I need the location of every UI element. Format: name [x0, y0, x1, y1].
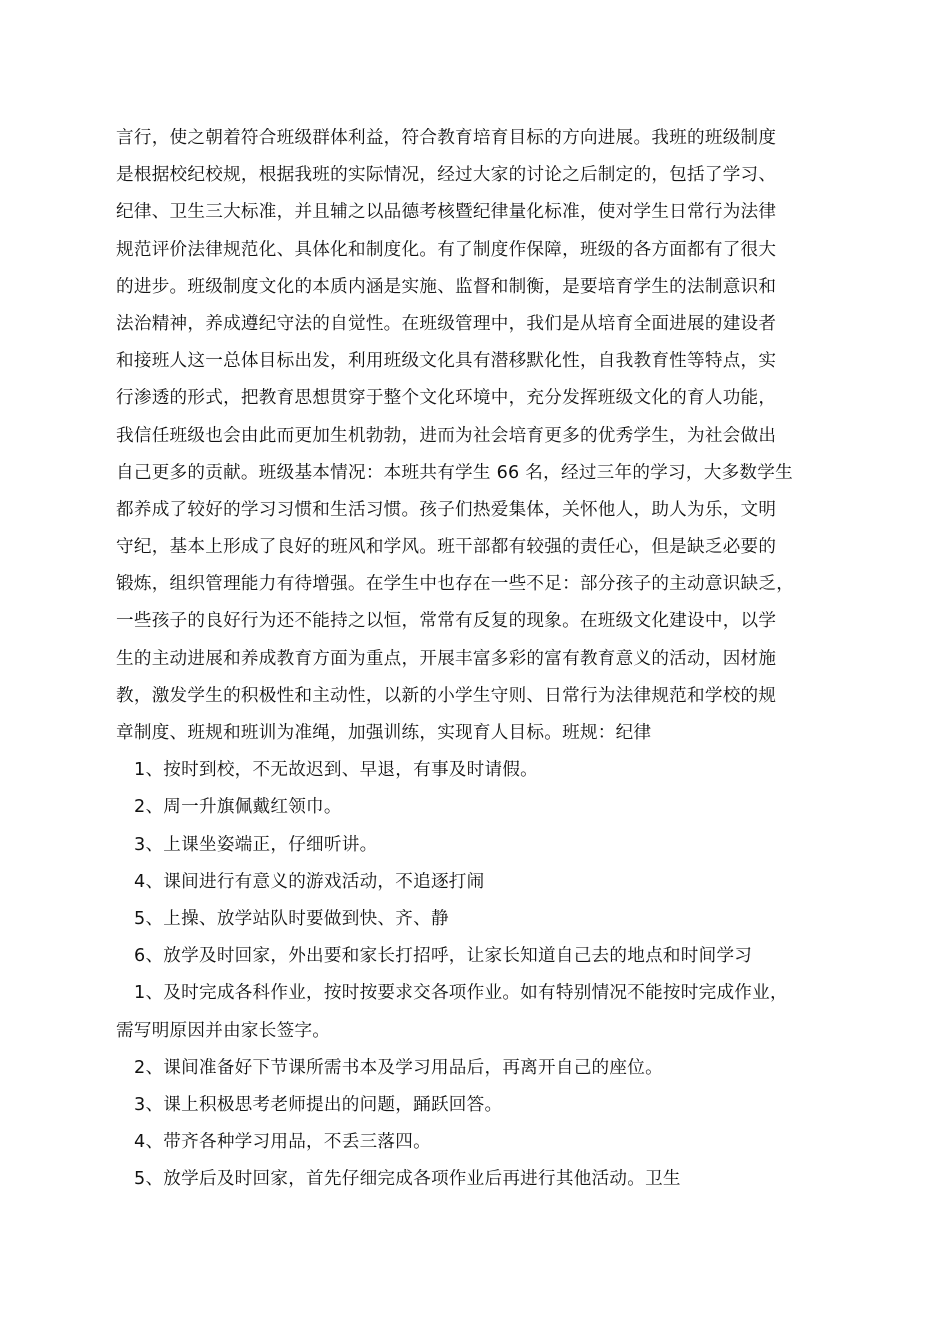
text-line: 纪律、卫生三大标准，并且辅之以品德考核暨纪律量化标准，使对学生日常行为法律 — [116, 202, 777, 223]
text-line: 1、按时到校，不无故迟到、早退，有事及时请假。 — [134, 760, 539, 781]
text-line: 3、课上积极思考老师提出的问题，踊跃回答。 — [134, 1094, 503, 1115]
text-line: 自己更多的贡献。班级基本情况：本班共有学生 66 名，经过三年的学习，大多数学生 — [116, 462, 793, 483]
text-line: 5、放学后及时回家，首先仔细完成各项作业后再进行其他活动。卫生 — [134, 1169, 681, 1190]
text-line: 行渗透的形式，把教育思想贯穿于整个文化环境中，充分发挥班级文化的育人功能， — [116, 388, 777, 409]
text-line: 3、上课坐姿端正，仔细听讲。 — [134, 834, 378, 855]
text-line: 6、放学及时回家，外出要和家长打招呼，让家长知道自己去的地点和时间学习 — [134, 946, 753, 967]
text-line: 2、课间准备好下节课所需书本及学习用品后，再离开自己的座位。 — [134, 1057, 663, 1078]
text-line: 的进步。班级制度文化的本质内涵是实施、监督和制衡，是要培育学生的法制意识和 — [116, 276, 777, 297]
text-line: 和接班人这一总体目标出发，利用班级文化具有潜移默化性，自我教育性等特点，实 — [116, 351, 777, 372]
text-line: 我信任班级也会由此而更加生机勃勃，进而为社会培育更多的优秀学生，为社会做出 — [116, 425, 777, 446]
text-line: 锻炼，组织管理能力有待增强。在学生中也存在一些不足：部分孩子的主动意识缺乏， — [116, 574, 795, 595]
text-line: 规范评价法律规范化、具体化和制度化。有了制度作保障，班级的各方面都有了很大 — [116, 239, 777, 260]
text-line: 都养成了较好的学习习惯和生活习惯。孩子们热爱集体，关怀他人，助人为乐，文明 — [116, 499, 777, 520]
text-line: 2、周一升旗佩戴红领巾。 — [134, 797, 342, 818]
text-line: 是根据校纪校规，根据我班的实际情况，经过大家的讨论之后制定的，包括了学习、 — [116, 165, 777, 186]
document-body — [116, 120, 836, 1198]
text-line: 守纪，基本上形成了良好的班风和学风。班干部都有较强的责任心，但是缺乏必要的 — [116, 537, 777, 558]
text-line: 生的主动进展和养成教育方面为重点，开展丰富多彩的富有教育意义的活动，因材施 — [116, 648, 777, 669]
text-line: 法治精神，养成遵纪守法的自觉性。在班级管理中，我们是从培育全面进展的建设者 — [116, 313, 777, 334]
text-line: 一些孩子的良好行为还不能持之以恒，常常有反复的现象。在班级文化建设中，以学 — [116, 611, 777, 632]
text-line: 4、带齐各种学习用品，不丢三落四。 — [134, 1132, 431, 1153]
text-line: 需写明原因并由家长签字。 — [116, 1020, 331, 1041]
text-line: 4、课间进行有意义的游戏活动，不追逐打闹 — [134, 871, 485, 892]
text-line: 5、上操、放学站队时要做到快、齐、静 — [134, 908, 449, 929]
text-line: 教，激发学生的积极性和主动性，以新的小学生守则、日常行为法律规范和学校的规 — [116, 685, 777, 706]
text-line: 章制度、班规和班训为准绳，加强训练，实现育人目标。班规：纪律 — [116, 723, 652, 743]
text-line: 1、及时完成各科作业，按时按要求交各项作业。如有特别情况不能按时完成作业， — [134, 983, 788, 1004]
text-line: 言行，使之朝着符合班级群体利益，符合教育培育目标的方向进展。我班的班级制度 — [116, 128, 777, 148]
